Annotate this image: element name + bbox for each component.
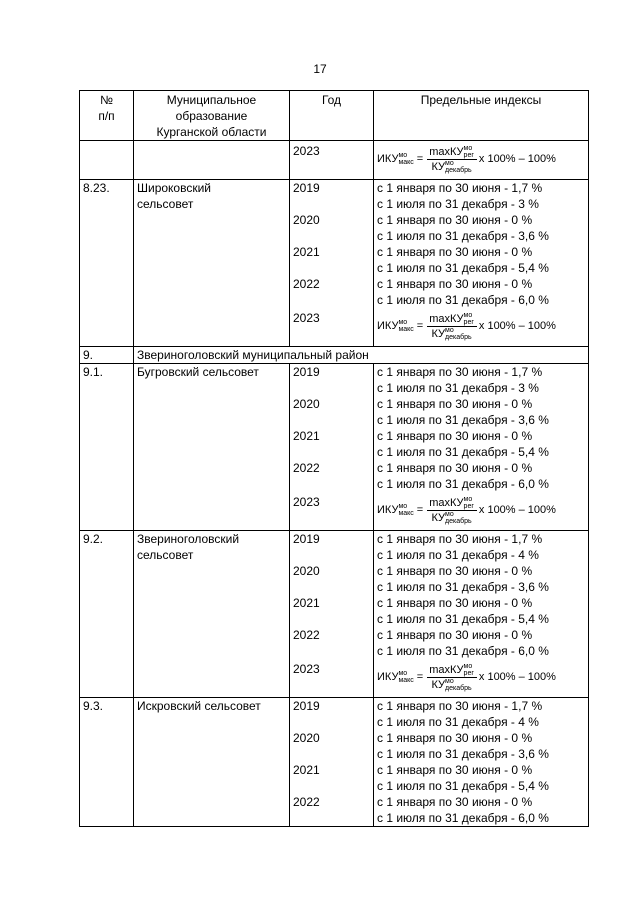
year-2022: 2022	[293, 461, 320, 475]
formula-lhs-sub: макс	[398, 677, 414, 684]
header-municipality	[134, 91, 290, 141]
header-number-text: № п/п	[98, 93, 115, 123]
index-line: с 1 января по 30 июня - 0 %	[377, 461, 533, 475]
header-year	[290, 91, 374, 141]
index-line: с 1 января по 30 июня - 0 %	[377, 397, 533, 411]
formula-equals: =	[416, 153, 424, 165]
formula-lhs-sub: макс	[398, 510, 414, 517]
index-line: с 1 января по 30 июня - 0 %	[377, 245, 533, 259]
formula-equals: =	[416, 320, 424, 332]
formula-den-sub: декабрь	[445, 517, 472, 525]
index-line: с 1 июля по 31 декабря - 4 %	[377, 548, 539, 562]
year-2020: 2020	[293, 213, 320, 227]
formula-den-sup: мо	[445, 326, 454, 334]
formula-denominator	[429, 327, 474, 341]
index-line: с 1 июля по 31 декабря - 3,6 %	[377, 747, 549, 761]
index-formula	[377, 492, 585, 528]
year-2023: 2023	[293, 662, 320, 676]
table-row	[80, 347, 589, 364]
formula-num-sub: рег	[463, 151, 474, 159]
row-name	[134, 698, 290, 827]
formula-tail: x 100% – 100%	[478, 504, 556, 516]
index-line: с 1 июля по 31 декабря - 6,0 %	[377, 644, 549, 658]
index-line: с 1 января по 30 июня - 0 %	[377, 628, 533, 642]
row-indices	[374, 698, 589, 827]
formula-lhs-sup: мо	[398, 503, 408, 510]
formula-den-sup: мо	[445, 677, 454, 685]
row-years	[290, 698, 374, 827]
table-row	[80, 531, 589, 698]
formula-numerator	[427, 663, 477, 678]
formula-den-base: КУ	[431, 160, 445, 173]
formula-lhs: ИКУ	[377, 504, 399, 516]
year-2019: 2019	[293, 532, 320, 546]
index-line: с 1 июля по 31 декабря - 4 %	[377, 715, 539, 729]
index-line: с 1 июля по 31 декабря - 3,6 %	[377, 229, 549, 243]
formula-num-scripts	[464, 663, 474, 677]
index-line: с 1 января по 30 июня - 0 %	[377, 795, 533, 809]
formula-den-sub: декабрь	[445, 166, 472, 174]
index-line: с 1 июля по 31 декабря - 5,4 %	[377, 612, 549, 626]
index-line: с 1 января по 30 июня - 0 %	[377, 429, 533, 443]
formula-equals: =	[416, 671, 424, 683]
formula-tail: x 100% – 100%	[478, 671, 556, 683]
header-indices-text: Предельные индексы	[420, 93, 542, 107]
formula-den-sup: мо	[445, 510, 454, 518]
formula-lhs-scripts	[398, 152, 413, 166]
index-line: с 1 июля по 31 декабря - 3 %	[377, 197, 539, 211]
year-2022: 2022	[293, 277, 320, 291]
formula-denominator	[429, 511, 474, 525]
index-line: с 1 января по 30 июня - 0 %	[377, 596, 533, 610]
row-number: 9.2.	[80, 531, 134, 698]
formula-lhs-sup: мо	[398, 670, 408, 677]
formula-num-sup: мо	[463, 495, 473, 503]
indices-table	[79, 90, 589, 827]
row-number: 9.1.	[80, 364, 134, 531]
row-years	[290, 364, 374, 531]
row-number-cell	[80, 141, 134, 180]
formula-denominator	[429, 160, 474, 174]
header-number	[80, 91, 134, 141]
row-number: 8.23.	[80, 180, 134, 347]
index-formula	[377, 659, 585, 695]
year-2023: 2023	[293, 495, 320, 509]
formula-den-sub: декабрь	[445, 684, 472, 692]
year-2019: 2019	[293, 181, 320, 195]
formula-num-base: maxКУ	[429, 312, 464, 325]
index-line: с 1 января по 30 июня - 1,7 %	[377, 181, 543, 195]
header-municipality-text: Муниципальное образование Курганской области	[156, 93, 267, 139]
formula-num-sup: мо	[463, 311, 473, 319]
row-indices	[374, 531, 589, 698]
index-line: с 1 июля по 31 декабря - 5,4 %	[377, 779, 549, 793]
row-name-cell	[134, 141, 290, 180]
index-line: с 1 июля по 31 декабря - 6,0 %	[377, 477, 549, 491]
formula-numerator	[427, 312, 477, 327]
formula-fraction	[427, 145, 477, 174]
row-name	[134, 364, 290, 531]
index-line: с 1 января по 30 июня - 1,7 %	[377, 699, 543, 713]
formula-num-scripts	[464, 496, 474, 510]
year-2022: 2022	[293, 628, 320, 642]
table-row	[80, 141, 589, 180]
table-row	[80, 180, 589, 347]
table-row	[80, 364, 589, 531]
formula-tail: x 100% – 100%	[478, 153, 556, 165]
formula-den-base: КУ	[431, 678, 445, 691]
year-2020: 2020	[293, 397, 320, 411]
year-2021: 2021	[293, 245, 320, 259]
formula-lhs-scripts	[398, 670, 413, 684]
row-name	[134, 180, 290, 347]
formula-den-base: КУ	[431, 327, 445, 340]
index-line: с 1 января по 30 июня - 1,7 %	[377, 532, 543, 546]
row-indices	[374, 180, 589, 347]
formula-den-scripts	[445, 327, 472, 341]
formula-num-sub: рег	[463, 502, 474, 510]
year-2019: 2019	[293, 699, 320, 713]
formula-lhs-scripts	[398, 503, 413, 517]
row-years	[290, 180, 374, 347]
row-name-text: Широковский сельсовет	[137, 181, 212, 211]
index-line: с 1 июля по 31 декабря - 5,4 %	[377, 261, 549, 275]
index-line: с 1 июля по 31 декабря - 6,0 %	[377, 293, 549, 307]
formula-num-base: maxКУ	[429, 663, 464, 676]
year-2023: 2023	[293, 144, 320, 158]
index-line: с 1 января по 30 июня - 1,7 %	[377, 365, 543, 379]
year-2020: 2020	[293, 564, 320, 578]
index-line: с 1 января по 30 июня - 0 %	[377, 731, 533, 745]
district-name: Звериноголовский муниципальный район	[134, 347, 589, 364]
formula-den-sup: мо	[445, 159, 454, 167]
formula-den-scripts	[445, 160, 472, 174]
formula-num-base: maxКУ	[429, 496, 464, 509]
row-name-text: Звериноголовский сельсовет	[137, 532, 240, 562]
formula-num-sup: мо	[463, 662, 473, 670]
row-indices	[374, 364, 589, 531]
row-year-cell	[290, 141, 374, 180]
formula-num-sub: рег	[463, 318, 474, 326]
index-line: с 1 января по 30 июня - 0 %	[377, 763, 533, 777]
index-line: с 1 июля по 31 декабря - 6,0 %	[377, 811, 549, 825]
formula-lhs-sup: мо	[398, 152, 408, 159]
formula-num-sup: мо	[463, 144, 473, 152]
table-header	[80, 91, 589, 141]
formula-lhs: ИКУ	[377, 320, 399, 332]
formula-num-sub: рег	[463, 669, 474, 677]
table-row	[80, 698, 589, 827]
year-2023: 2023	[293, 311, 320, 325]
formula-lhs-sub: макс	[398, 159, 414, 166]
formula-tail: x 100% – 100%	[478, 320, 556, 332]
formula-den-sub: декабрь	[445, 333, 472, 341]
formula-numerator	[427, 496, 477, 511]
year-2022: 2022	[293, 795, 320, 809]
index-line: с 1 июля по 31 декабря - 3,6 %	[377, 413, 549, 427]
index-line: с 1 января по 30 июня - 0 %	[377, 564, 533, 578]
row-name-text: Искровский сельсовет	[137, 699, 261, 713]
year-2021: 2021	[293, 596, 320, 610]
year-2021: 2021	[293, 429, 320, 443]
row-name-text: Бугровский сельсовет	[137, 365, 259, 379]
formula-num-scripts	[464, 312, 474, 326]
formula-lhs-sup: мо	[398, 319, 408, 326]
year-2021: 2021	[293, 763, 320, 777]
year-2019: 2019	[293, 365, 320, 379]
row-years	[290, 531, 374, 698]
page-number: 17	[313, 62, 327, 76]
formula-lhs: ИКУ	[377, 153, 399, 165]
row-number: 9.	[80, 347, 134, 364]
formula-fraction	[427, 663, 477, 692]
formula-lhs-sub: макс	[398, 326, 414, 333]
formula-fraction	[427, 496, 477, 525]
index-line: с 1 июля по 31 декабря - 5,4 %	[377, 445, 549, 459]
index-line: с 1 июля по 31 декабря - 3,6 %	[377, 580, 549, 594]
row-name	[134, 531, 290, 698]
header-year-text: Год	[321, 93, 342, 107]
formula-numerator	[427, 145, 477, 160]
index-line: с 1 января по 30 июня - 0 %	[377, 213, 533, 227]
formula-lhs: ИКУ	[377, 671, 399, 683]
formula-num-scripts	[464, 145, 474, 159]
formula-den-scripts	[445, 511, 472, 525]
index-line: с 1 января по 30 июня - 0 %	[377, 277, 533, 291]
formula-num-base: maxКУ	[429, 145, 464, 158]
year-2020: 2020	[293, 731, 320, 745]
header-indices	[374, 91, 589, 141]
row-index-cell	[374, 141, 589, 180]
formula-den-scripts	[445, 678, 472, 692]
formula-den-base: КУ	[431, 511, 445, 524]
formula-denominator	[429, 678, 474, 692]
formula-fraction	[427, 312, 477, 341]
index-formula	[377, 308, 585, 344]
index-formula	[377, 141, 585, 177]
formula-equals: =	[416, 504, 424, 516]
row-number: 9.3.	[80, 698, 134, 827]
formula-lhs-scripts	[398, 319, 413, 333]
index-line: с 1 июля по 31 декабря - 3 %	[377, 381, 539, 395]
